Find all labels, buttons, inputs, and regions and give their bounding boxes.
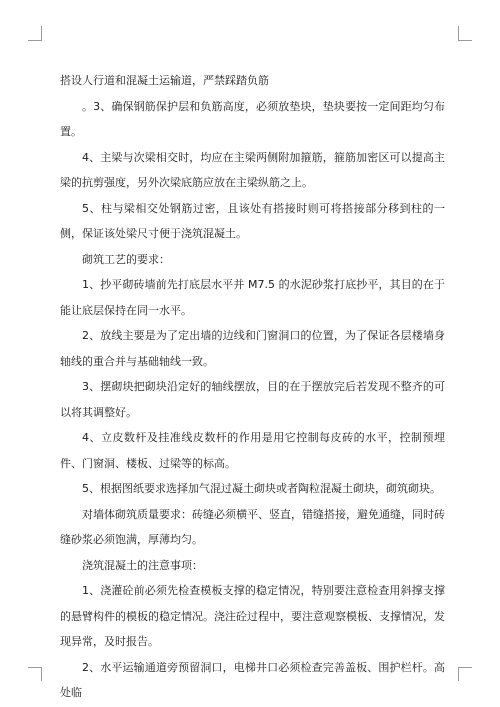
crop-mark-top-left-h [28, 40, 42, 41]
paragraph: 砌筑工艺的要求： [82, 252, 170, 266]
paragraph: 。3、确保钢筋保护层和负筋高度，必须放垫块，垫块要按一定间距均匀布置。 [60, 99, 445, 138]
paragraph: 搭设人行道和混凝土运输道，严禁踩踏负筋 [60, 74, 269, 87]
crop-mark-top-right [458, 26, 459, 40]
paragraph: 5、柱与梁相交处钢筋过密，且该处有搭接时则可将搭接部分移到柱的一侧，保证该处梁尺寸便于浇筑混凝土。 [60, 201, 445, 240]
paragraph: 1、抄平砌砖墙前先打底层水平并 M7.5 的水泥砂浆打底抄平，其目的在于能让底层保持在同一水平。 [60, 278, 445, 317]
paragraph: 4、立皮数杆及挂准线皮数杆的作用是用它控制每皮砖的水平，控制预埋件、门窗洞、楼板、过梁等的标高。 [60, 431, 445, 470]
paragraph: 2、放线主要是为了定出墙的边线和门窗洞口的位置，为了保证各层楼墙身轴线的重合并与基础轴线一致。 [60, 329, 445, 368]
crop-mark-top-right-h [458, 40, 472, 41]
paragraph: 4、主梁与次梁相交时，均应在主梁两侧附加箍筋，箍筋加密区可以提高主梁的抗剪强度，另外次梁底筋应放在主梁纵筋之上。 [60, 150, 445, 189]
crop-mark-bottom-left-h [28, 667, 42, 668]
paragraph: 5、根据图纸要求选择加气混过凝土砌块或者陶粒混凝土砌块，砌筑砌块。 [82, 482, 441, 495]
crop-mark-bottom-right [458, 667, 459, 681]
paragraph: 3、摆砌块把砌块沿定好的轴线摆放，目的在于摆放完后若发现不整齐的可以将其调整好。 [60, 380, 445, 419]
crop-mark-bottom-right-h [458, 667, 472, 668]
paragraph: 1、浇灌砼前必须先检查模板支撑的稳定情况，特别要注意检查用斜撑支撑的悬臂构件的模板的稳定情况。浇注砼过程中，要注意观察模板、支撑情况，发现异常，及时报告。 [60, 584, 445, 648]
paragraph: 2、水平运输通道旁预留洞口，电梯井口必须检查完善盖板、围护栏杆。高处临 [60, 660, 445, 699]
crop-mark-top-left [41, 26, 42, 40]
paragraph: 对墙体砌筑质量要求：砖缝必须横平、竖直，错缝搭接，避免通缝，同时砖缝砂浆必须饱满，厚薄均匀。 [60, 507, 445, 546]
crop-mark-bottom-left [41, 667, 42, 681]
document-body [60, 68, 445, 706]
paragraph: 浇筑混凝土的注意事项： [82, 558, 203, 572]
